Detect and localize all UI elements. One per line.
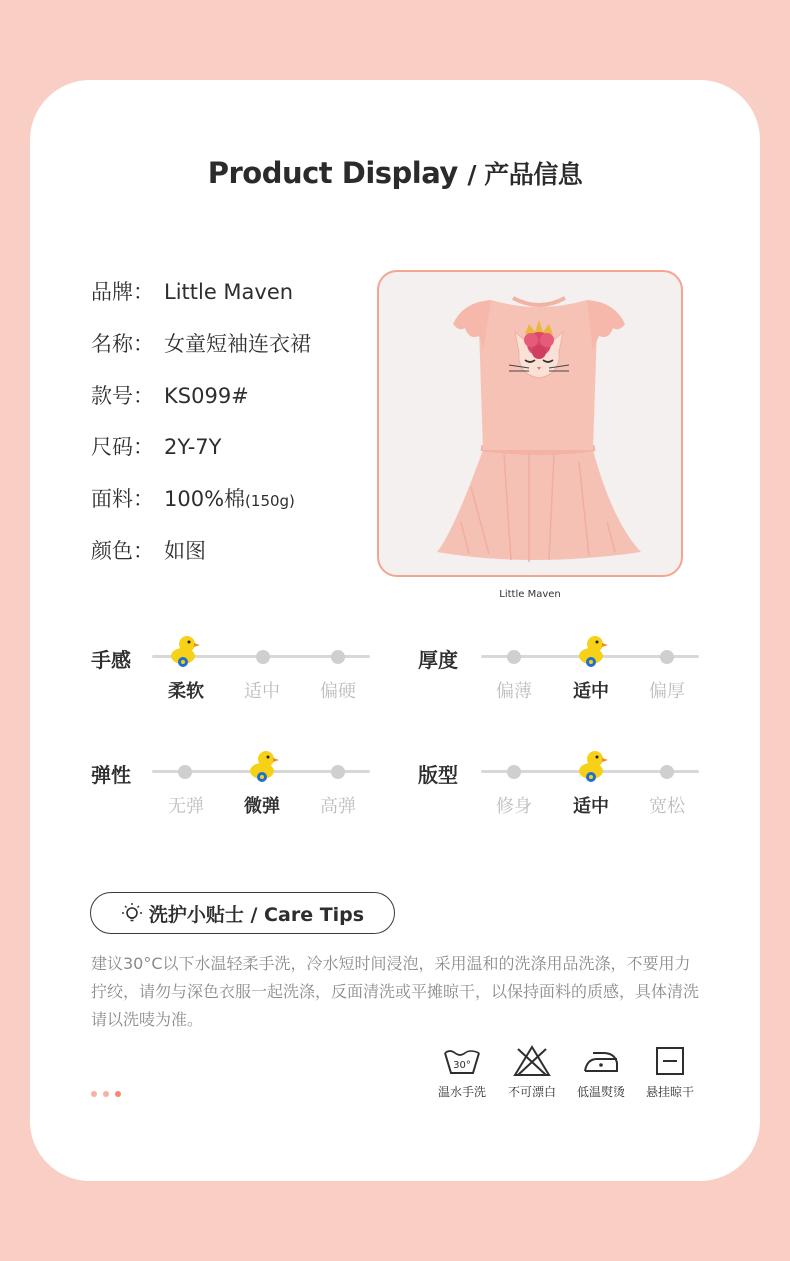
spec-key: 颜色： — [91, 539, 154, 563]
page-title — [0, 155, 790, 191]
spec-brand — [91, 276, 293, 306]
spec-size — [91, 431, 221, 461]
care-icon-label: 悬挂晾干 — [645, 1085, 694, 1099]
indicator-dot — [91, 1091, 97, 1097]
scale-option: 高弹 — [320, 796, 356, 817]
duck-marker-icon — [577, 632, 609, 668]
spec-value: 2Y-7Y — [164, 435, 222, 459]
no-bleach-icon — [497, 1045, 567, 1100]
spec-key: 名称： — [91, 332, 154, 356]
scale-label-fit: 版型 — [418, 763, 458, 787]
scale-option: 微弹 — [244, 796, 280, 817]
care-icon-label: 低温熨烫 — [576, 1085, 625, 1099]
scale-label-elasticity: 弹性 — [91, 763, 131, 787]
spec-name — [91, 328, 311, 358]
spec-note: (150g) — [245, 492, 295, 510]
care-icon-label: 不可漂白 — [507, 1085, 556, 1099]
scale-option: 适中 — [244, 681, 280, 702]
spec-style-number — [91, 380, 249, 410]
lightbulb-icon — [121, 902, 143, 924]
spec-value: 如图 — [164, 539, 206, 563]
spec-key: 款号： — [91, 384, 154, 408]
duck-marker-icon — [248, 747, 280, 783]
spec-value: 女童短袖连衣裙 — [164, 332, 311, 356]
scale-dot — [507, 765, 521, 779]
scale-dot — [331, 650, 345, 664]
spec-value: Little Maven — [164, 280, 294, 304]
duck-marker-icon — [169, 632, 201, 668]
spec-value: KS099# — [164, 384, 249, 408]
page-indicator — [91, 1091, 121, 1097]
duck-marker-icon — [577, 747, 609, 783]
scale-option: 无弹 — [168, 796, 204, 817]
hand-wash-icon — [427, 1045, 497, 1100]
hang-dry-icon — [635, 1045, 705, 1100]
title-en: Product Display — [207, 156, 458, 190]
scale-option: 修身 — [496, 796, 532, 817]
scale-dot — [331, 765, 345, 779]
scale-option: 适中 — [573, 796, 609, 817]
scale-dot — [660, 765, 674, 779]
scale-dot — [507, 650, 521, 664]
care-icon-label: 温水手洗 — [437, 1085, 486, 1099]
indicator-dot — [115, 1091, 121, 1097]
spec-fabric — [91, 483, 295, 513]
scale-dot — [178, 765, 192, 779]
scale-option: 柔软 — [168, 681, 204, 702]
photo-caption: Little Maven — [499, 589, 561, 600]
indicator-dot — [103, 1091, 109, 1097]
spec-key: 面料： — [91, 487, 154, 511]
care-tips-title: 洗护小贴士 / Care Tips — [148, 903, 365, 926]
scale-label-feel: 手感 — [91, 648, 131, 672]
svg-text:30°: 30° — [453, 1060, 471, 1071]
scale-option: 偏薄 — [496, 681, 532, 702]
spec-key: 尺码： — [91, 435, 154, 459]
product-photo — [377, 270, 683, 577]
care-tips-text: 建议30°C以下水温轻柔手洗，冷水短时间浸泡，采用温和的洗涤用品洗涤，不要用力拧绞，请勿与深色衣服一起洗涤，反面清洗或平摊晾干，以保持面料的质感，具体清洗请以洗唛为准。 — [91, 954, 700, 1029]
spec-key: 品牌： — [91, 280, 154, 304]
spec-color — [91, 535, 206, 565]
dress-illustration — [379, 272, 681, 575]
scale-option: 偏硬 — [320, 681, 356, 702]
spec-value: 100%棉 — [164, 487, 246, 511]
low-iron-icon — [566, 1045, 636, 1100]
scale-dot — [256, 650, 270, 664]
scale-option: 适中 — [573, 681, 609, 702]
scale-option: 偏厚 — [649, 681, 685, 702]
title-cn: / 产品信息 — [467, 160, 583, 189]
scale-option: 宽松 — [649, 796, 685, 817]
scale-dot — [660, 650, 674, 664]
care-tips-heading — [90, 892, 395, 934]
scale-label-thickness: 厚度 — [418, 648, 458, 672]
